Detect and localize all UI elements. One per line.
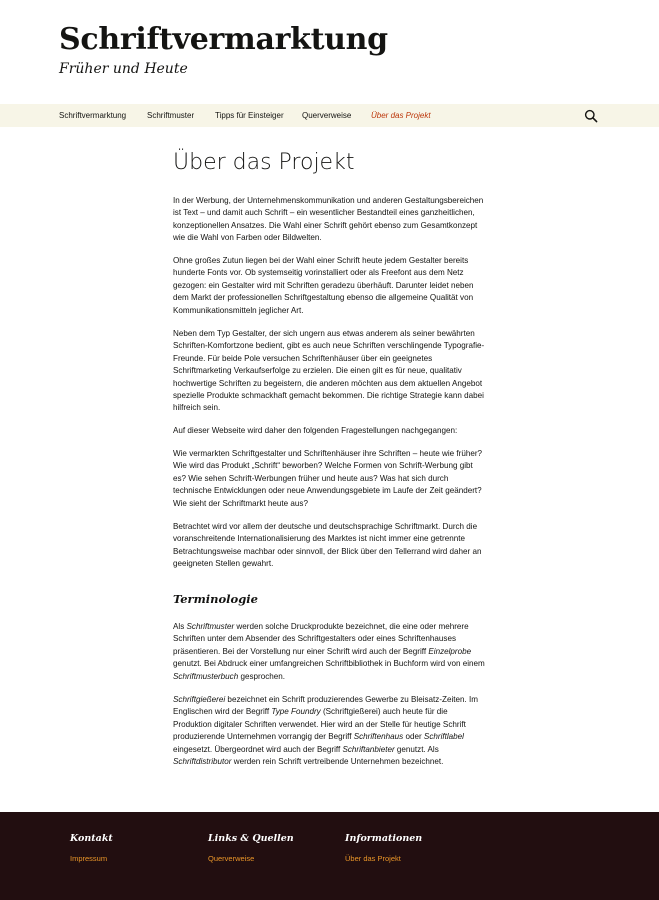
paragraph-fonts: Ohne großes Zutun liegen bei der Wahl einer Schrift heute jedem Gestalter bereits hunderte Fonts vor. Ob systemseitig vorinstalliert oder als Freefont aus dem Netz gezogen: ein Gestalter wird mit Schriften geradezu überhäuft. Darunter leidet neben dem Markt der professionellen Schriftgestaltung ebenso die allgemeine Qualität von Kommunikationsmitteln jeglicher Art.: [173, 256, 474, 315]
page-title: Über das Projekt: [173, 150, 355, 175]
paragraph-market: Betrachtet wird vor allem der deutsche und deutschsprachige Schriftmarkt. Durch die voranschreitende Internationalisierung des Marktes ist nicht immer eine getrennte Betrachtungsweise machbar oder sinnvoll, der Blick über den Tellerrand wird daher an geeigneten Stellen gewahrt.: [173, 522, 482, 569]
paragraph-term-schriftgiesserei: Schriftgießerei bezeichnet ein Schrift produzierendes Gewerbe zu Bleisatz-Zeiten. Im Englischen wird der Begriff Type Foundry (Schriftgießerei) auch heute für die Produktion digitaler Schriften verwendet. Hier wird an der Stelle für heutige Schrift produzierende Unternehmen vorrangig der Begriff Schriftenhaus oder Schriftlabel eingesetzt. Übergeordnet wird auch der Begriff Schriftanbieter genutzt. Als Schriftdistributor werden rein Schrift vertreibende Unternehmen bezeichnet.: [173, 695, 479, 767]
nav-item-tipps[interactable]: Tipps für Einsteiger: [215, 111, 284, 120]
widget-title: Links & Quellen: [208, 833, 294, 844]
paragraph-questions-intro: Auf dieser Webseite wird daher den folgenden Fragestellungen nachgegangen:: [173, 426, 458, 435]
site-title[interactable]: Schriftvermarktung: [59, 22, 388, 57]
widget-title: Kontakt: [70, 833, 113, 844]
footer-link-impressum[interactable]: Impressum: [70, 854, 108, 863]
footer-link-ueber-das-projekt[interactable]: Über das Projekt: [345, 854, 401, 863]
nav-item-schriftvermarktung[interactable]: Schriftvermarktung: [59, 111, 127, 120]
site-header: [0, 0, 659, 104]
search-icon[interactable]: [584, 109, 598, 123]
nav-item-querverweise[interactable]: Querverweise: [302, 111, 352, 120]
section-heading-terminologie: Terminologie: [173, 592, 258, 606]
paragraph-intro: In der Werbung, der Unternehmenskommunikation und anderen Gestaltungsbereichen ist Text – und damit auch Schrift – ein wesentlicher Bestandteil eines ganzheitlichen, konzeptionellen Ansatzes. Die Wahl einer Schrift gehört ebenso zum Gesamtkonzept wie die Wahl von Farben oder Bildwelten.: [173, 196, 484, 243]
paragraph-term-schriftmuster: Als Schriftmuster werden solche Druckprodukte bezeichnet, die eine oder mehrere Schriften unter dem Absender des Schriftgestalters oder eines Schriftenhauses präsentieren. Bei der Vorstellung nur einer Schrift wird auch der Begriff Einzelprobe genutzt. Bei Abdruck einer umfangreichen Schriftbibliothek in Buchform wird von einem Schriftmusterbuch gesprochen.: [173, 622, 485, 681]
footer-link-querverweise[interactable]: Querverweise: [208, 854, 255, 863]
nav-item-schriftmuster[interactable]: Schriftmuster: [147, 111, 195, 120]
footer-widget-links: [208, 832, 338, 864]
footer-widget-kontakt: [70, 832, 200, 864]
main-navigation: [0, 104, 659, 127]
site-footer: [0, 812, 659, 900]
paragraph-designers: Neben dem Typ Gestalter, der sich ungern aus etwas anderem als seiner bewährten Schriften-Komfortzone bedient, gibt es auch neue Schriften verschlingende Typografie-Freunde. Für beide Pole versuchen Schriftenhäuser über ein geeignetes Schriftmarketing Verkaufserfolge zu erzielen. Die einen gilt es für neue, qualitativ hochwertige Schriften zu begeistern, die anderen möchten aus dem aktuellen Angebot spezielle Produkte schmackhaft gemacht bekommen. Die richtige Strategie kann dabei hilfreich sein.: [173, 329, 485, 413]
nav-item-ueber-das-projekt[interactable]: Über das Projekt: [371, 111, 431, 120]
paragraph-questions: Wie vermarkten Schriftgestalter und Schriftenhäuser ihre Schriften – heute wie früher? Wie wird das Produkt „Schrift“ beworben? Welche Formen von Schrift-Werbung gibt es? Wie sehen Schrift-Werbungen früher und heute aus? Was hat sich durch technische Entwicklungen oder neue Anwendungsgebiete im Laufe der Zeit geändert? Wie sieht der Schriftmarkt heute aus?: [173, 449, 483, 508]
widget-title: Informationen: [345, 833, 423, 844]
footer-widget-informationen: [345, 832, 475, 864]
site-description: Früher und Heute: [59, 61, 188, 77]
